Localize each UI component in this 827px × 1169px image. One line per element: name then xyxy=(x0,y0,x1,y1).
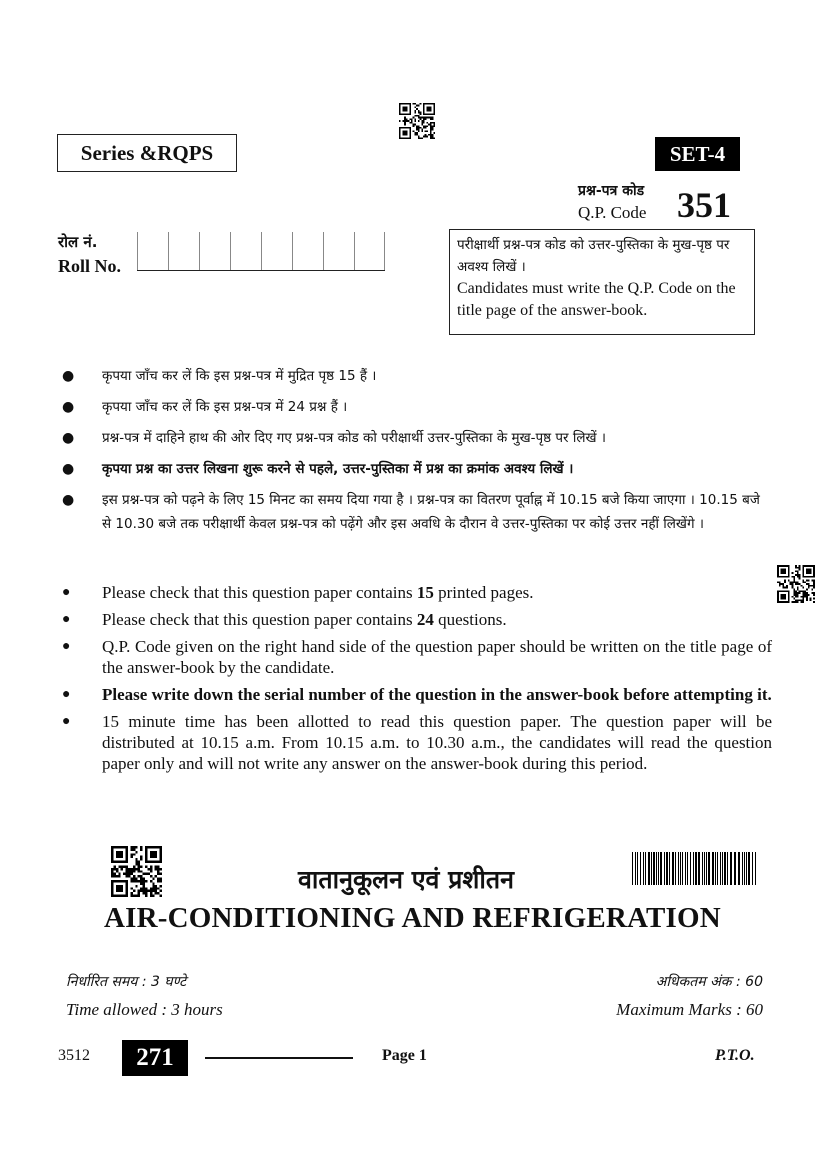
instructions-hindi xyxy=(62,364,772,536)
roll-label-en: Roll No. xyxy=(58,256,121,276)
bullet-icon: ● xyxy=(62,368,75,384)
instruction-en-5: ● 15 minute time has been allotted to read this question paper. The question paper will be distributed at 10.15 a.m. From 10.15 a.m. to 10.30 a.m., the candidates will read the question paper only and will not write any answer on the answer-book during this period. xyxy=(62,712,772,773)
pto-label: P.T.O. xyxy=(715,1047,755,1064)
instruction-hi-2: ● कृपया जाँच कर लें कि इस प्रश्न-पत्र में 24 प्रश्न हैं । xyxy=(62,395,772,419)
bullet-icon: ● xyxy=(62,399,75,415)
paper-code-box: 271 xyxy=(122,1040,188,1076)
paper-code: 3512 xyxy=(58,1047,90,1064)
qp-code-label-en: Q.P. Code xyxy=(578,203,647,222)
max-marks-hi: अधिकतम अंक : 60 xyxy=(655,974,763,990)
roll-digit-box[interactable] xyxy=(323,232,354,270)
qp-code-note xyxy=(449,229,755,335)
qr-code-title xyxy=(111,846,162,897)
instruction-hi-5: ● इस प्रश्न-पत्र को पढ़ने के लिए 15 मिनट का समय दिया गया है । प्रश्न-पत्र का वितरण पूर्वाह्न में 10.15 बजे किया जाएगा । 10.15 बजे से 10.30 बजे तक परीक्षार्थी केवल प्रश्न-पत्र को पढ़ेंगे और इस अवधि के दौरान वे उत्तर-पुस्तिका पर कोई उत्तर नहीं लिखेंगे । xyxy=(62,488,772,536)
subject-title-hi: वातानुकूलन एवं प्रशीतन xyxy=(298,865,514,894)
bullet-icon: ● xyxy=(62,461,75,477)
roll-digit-box[interactable] xyxy=(199,232,230,270)
bullet-icon: ● xyxy=(62,687,71,702)
instruction-en-3: ● Q.P. Code given on the right hand side of the question paper should be written on the title page of the answer-book by the candidate. xyxy=(62,637,772,677)
qp-code-label-hi: प्रश्न-पत्र कोड xyxy=(578,183,645,199)
instruction-en-2: ● Please check that this question paper contains 24 questions. xyxy=(62,610,507,629)
qp-code-number: 351 xyxy=(677,185,731,225)
time-allowed-en: Time allowed : 3 hours xyxy=(66,1000,223,1019)
time-allowed-hi: निर्धारित समय : 3 घण्टे xyxy=(66,974,187,990)
roll-digit-box[interactable] xyxy=(292,232,323,270)
series-label: Series &RQPS xyxy=(57,134,237,172)
bullet-icon: ● xyxy=(62,492,75,508)
bullet-icon: ● xyxy=(62,612,71,627)
bullet-icon: ● xyxy=(62,714,71,729)
bullet-icon: ● xyxy=(62,585,71,600)
bullet-icon: ● xyxy=(62,639,71,654)
set-badge: SET-4 xyxy=(655,137,740,171)
roll-digit-box[interactable] xyxy=(168,232,199,270)
max-marks-en: Maximum Marks : 60 xyxy=(616,1000,763,1019)
qr-code-side xyxy=(777,565,815,603)
qr-code-top xyxy=(399,103,435,139)
roll-digit-box[interactable] xyxy=(354,232,385,270)
instruction-en-1: ● Please check that this question paper contains 15 printed pages. xyxy=(62,583,534,602)
roll-label-hi: रोल नं. xyxy=(58,233,98,251)
roll-digit-box[interactable] xyxy=(261,232,292,270)
instruction-hi-1: ● कृपया जाँच कर लें कि इस प्रश्न-पत्र में मुद्रित पृष्ठ 15 हैं । xyxy=(62,364,772,388)
roll-number-boxes[interactable] xyxy=(137,232,385,271)
qp-code-note-hi: परीक्षार्थी प्रश्न-पत्र कोड को उत्तर-पुस्तिका के मुख-पृष्ठ पर अवश्य लिखें । xyxy=(457,237,730,275)
bullet-icon: ● xyxy=(62,430,75,446)
qp-code-note-en: Candidates must write the Q.P. Code on the title page of the answer-book. xyxy=(457,280,736,319)
instruction-en-4: ● Please write down the serial number of the question in the answer-book before attempting it. xyxy=(62,685,772,704)
subject-title-en: AIR-CONDITIONING AND REFRIGERATION xyxy=(104,902,721,934)
instructions-english xyxy=(62,582,772,774)
page-number: Page 1 xyxy=(382,1047,427,1064)
roll-digit-box[interactable] xyxy=(137,232,168,270)
instruction-hi-3: ● प्रश्न-पत्र में दाहिने हाथ की ओर दिए गए प्रश्न-पत्र कोड को परीक्षार्थी उत्तर-पुस्तिका के मुख-पृष्ठ पर लिखें । xyxy=(62,426,772,450)
roll-digit-box[interactable] xyxy=(230,232,261,270)
barcode xyxy=(632,852,759,885)
instruction-hi-4: ● कृपया प्रश्न का उत्तर लिखना शुरू करने से पहले, उत्तर-पुस्तिका में प्रश्न का क्रमांक अवश्य लिखें । xyxy=(62,457,772,481)
divider-line xyxy=(205,1057,353,1059)
